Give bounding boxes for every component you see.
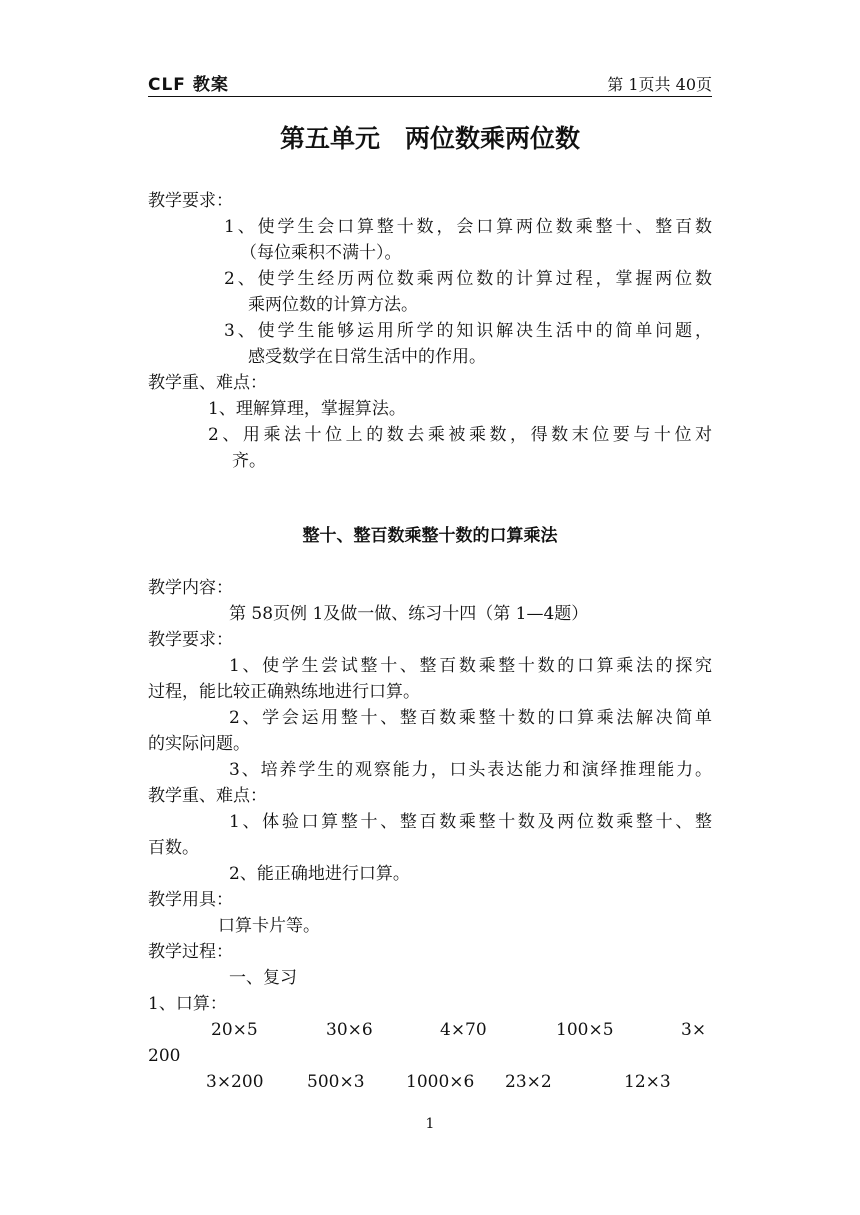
oral-item: 3× — [681, 1020, 707, 1040]
unit-req-item-2-cont: 乘两位数的计算方法。 — [248, 295, 418, 315]
unit-key-item-2-cont: 齐。 — [232, 451, 266, 471]
oral-item: 4×70 — [440, 1020, 487, 1040]
unit-key-item-2: 2、用乘法十位上的数去乘被乘数，得数末位要与十位对 — [208, 425, 712, 445]
header-page-info: 第 1页共 40页 — [607, 75, 712, 94]
section-key-item-1: 1、体验口算整十、整百数乘整十数及两位数乘整十、整 — [229, 812, 712, 832]
unit-key-label: 教学重、难点： — [148, 373, 267, 393]
page-number: 1 — [425, 1116, 435, 1132]
unit-key-item-1: 1、理解算理，掌握算法。 — [208, 399, 406, 419]
section-req-item-2: 2、学会运用整十、整百数乘整十数的口算乘法解决简单 — [229, 708, 712, 728]
step-review: 一、复习 — [229, 968, 297, 988]
content-label: 教学内容： — [148, 578, 233, 598]
oral-calc-label: 1、口算： — [148, 994, 227, 1014]
header-divider — [148, 96, 712, 97]
unit-req-item-3-cont: 感受数学在日常生活中的作用。 — [248, 347, 486, 367]
section-key-label: 教学重、难点： — [148, 786, 267, 806]
section-req-item-2-cont: 的实际问题。 — [148, 734, 250, 754]
page-title: 第五单元 两位数乘两位数 — [279, 124, 580, 153]
oral-item: 500×3 — [307, 1072, 365, 1092]
oral-item: 1000×6 — [406, 1072, 475, 1092]
oral-item: 12×3 — [624, 1072, 671, 1092]
section-key-item-2: 2、能正确地进行口算。 — [229, 864, 410, 884]
oral-item: 23×2 — [505, 1072, 552, 1092]
unit-req-label: 教学要求： — [148, 191, 233, 211]
section-key-item-1-cont: 百数。 — [148, 838, 199, 858]
content-text: 第 58页例 1及做一做、练习十四（第 1—4题） — [229, 604, 589, 624]
section-req-label: 教学要求： — [148, 630, 233, 650]
unit-req-item-2: 2、使学生经历两位数乘两位数的计算过程，掌握两位数 — [224, 269, 712, 289]
oral-item: 30×6 — [326, 1020, 373, 1040]
section-req-item-3: 3、培养学生的观察能力，口头表达能力和演绎推理能力。 — [229, 760, 712, 780]
header-doc-label: CLF 教案 — [148, 75, 229, 95]
tools-text: 口算卡片等。 — [218, 916, 320, 936]
process-label: 教学过程： — [148, 942, 233, 962]
oral-item: 100×5 — [556, 1020, 614, 1040]
section-req-item-1: 1、使学生尝试整十、整百数乘整十数的口算乘法的探究 — [229, 656, 712, 676]
oral-item: 3×200 — [206, 1072, 264, 1092]
unit-req-item-1: 1、使学生会口算整十数，会口算两位数乘整十、整百数 — [224, 217, 712, 237]
section-title: 整十、整百数乘整十数的口算乘法 — [302, 526, 558, 546]
oral-item-wrap: 200 — [148, 1046, 181, 1066]
oral-item: 20×5 — [211, 1020, 258, 1040]
unit-req-item-3: 3、使学生能够运用所学的知识解决生活中的简单问题， — [224, 321, 712, 341]
section-req-item-1-cont: 过程，能比较正确熟练地进行口算。 — [148, 682, 420, 702]
tools-label: 教学用具： — [148, 890, 233, 910]
unit-req-item-1-cont: （每位乘积不满十）。 — [240, 243, 402, 263]
